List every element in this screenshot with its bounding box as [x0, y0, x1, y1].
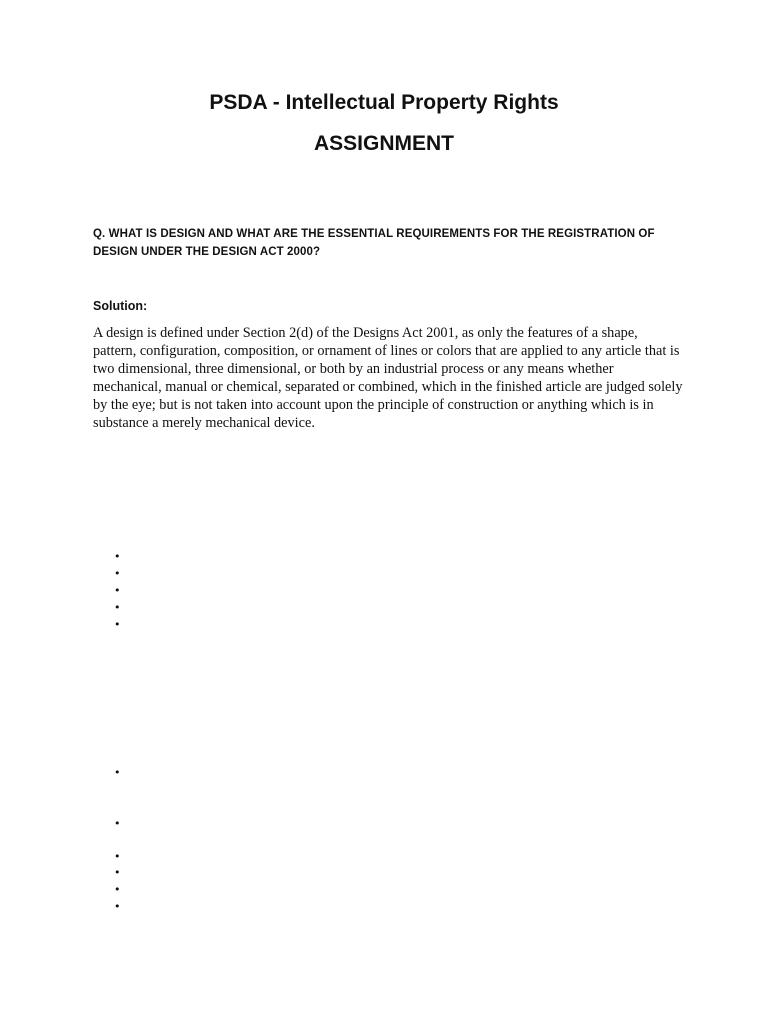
bullet-point: • [114, 601, 121, 614]
document-subtitle: ASSIGNMENT [313, 132, 454, 155]
bullet-point: • [114, 567, 121, 580]
bullet-point: • [114, 550, 121, 563]
bullet-point: • [114, 883, 121, 896]
solution-paragraph: A design is defined under Section 2(d) of the Designs Act 2001, as only the features of a shape, pattern, configuration, composition, or ornament of lines or colors that are applied to any article that is two dimensional, three dimensional, or both by an industrial process or any means whether mechanical, manual or chemical, separated or combined, which in the finished article are judged solely by the eye; but is not taken into account upon the principle of construction or anything which is in substance a merely mechanical device. [93, 325, 683, 431]
solution-label: Solution: [93, 299, 148, 313]
bullet-point: • [114, 817, 121, 830]
bullet-point: • [114, 850, 121, 863]
bullet-point: • [114, 900, 121, 913]
question-text: Q. WHAT IS DESIGN AND WHAT ARE THE ESSENTIAL REQUIREMENTS FOR THE REGISTRATION OF DESIGN UNDER THE DESIGN ACT 2000? [93, 228, 655, 258]
document-title: PSDA - Intellectual Property Rights [209, 91, 559, 114]
bullet-point: • [114, 584, 121, 597]
bullet-point: • [114, 766, 121, 779]
bullet-point: • [114, 866, 121, 879]
bullet-point: • [114, 618, 121, 631]
